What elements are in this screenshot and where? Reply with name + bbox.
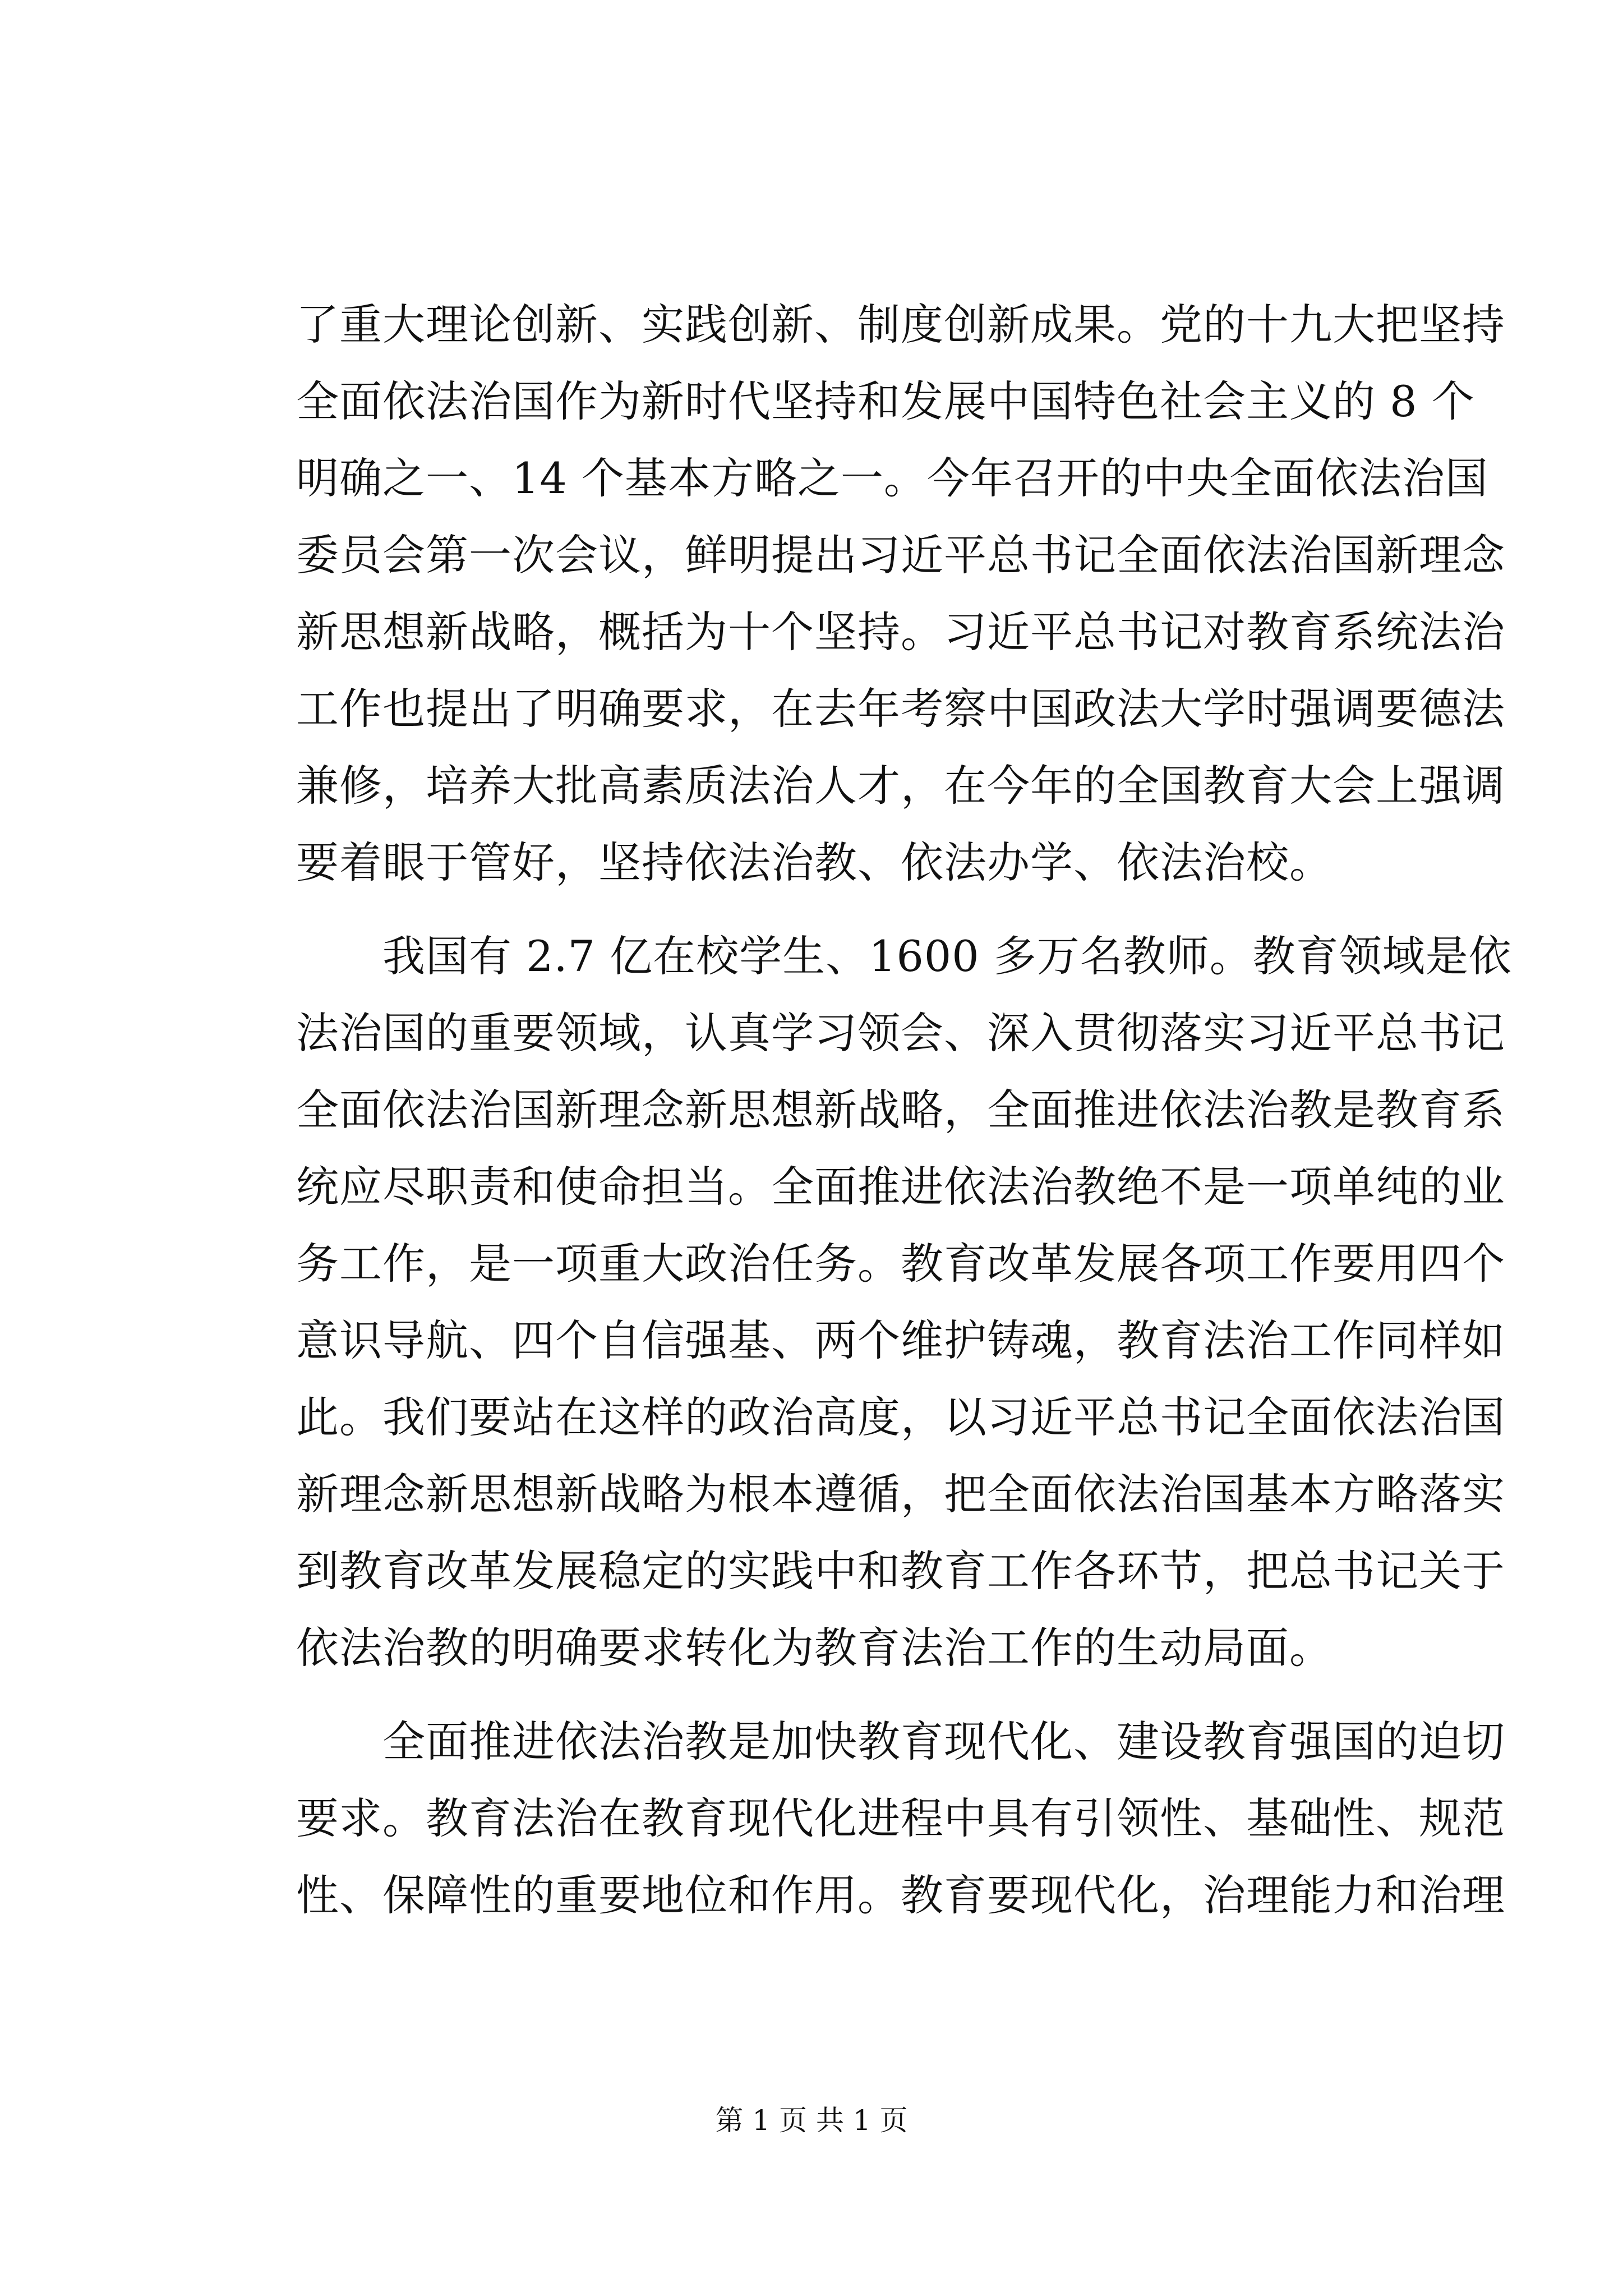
text-line: 全面依法治国作为新时代坚持和发展中国特色社会主义的 8 个 — [296, 376, 1475, 426]
text-line: 要着眼于管好，坚持依法治教、依法办学、依法治校。 — [296, 838, 1332, 887]
text-line: 法治国的重要领域，认真学习领会、深入贯彻落实习近平总书记 — [296, 1008, 1505, 1058]
text-line: 全面依法治国新理念新思想新战略，全面推进依法治教是教育系 — [296, 1085, 1505, 1135]
text-line: 意识导航、四个自信强基、两个维护铸魂，教育法治工作同样如 — [296, 1315, 1505, 1365]
paragraph-3 — [296, 1703, 1505, 1934]
text-line: 统应尽职责和使命担当。全面推进依法治教绝不是一项单纯的业 — [296, 1162, 1505, 1212]
text-line: 到教育改革发展稳定的实践中和教育工作各环节，把总书记关于 — [296, 1546, 1505, 1596]
page-number-label: 第 1 页 共 1 页 — [715, 2104, 908, 2137]
paragraph-2 — [296, 918, 1512, 1686]
text-line: 依法治教的明确要求转化为教育法治工作的生动局面。 — [296, 1623, 1332, 1673]
text-line: 新思想新战略，概括为十个坚持。习近平总书记对教育系统法治 — [296, 607, 1505, 657]
paragraph-gap — [296, 1686, 1339, 1703]
text-line: 工作也提出了明确要求，在去年考察中国政法大学时强调要德法 — [296, 684, 1505, 734]
paragraph-gap — [296, 901, 1339, 918]
text-line: 此。我们要站在这样的政治高度，以习近平总书记全面依法治国 — [296, 1392, 1505, 1442]
text-line: 了重大理论创新、实践创新、制度创新成果。党的十九大把坚持 — [296, 300, 1505, 349]
paragraph-1 — [296, 286, 1505, 901]
text-line: 全面推进依法治教是加快教育现代化、建设教育强国的迫切 — [296, 1717, 1505, 1766]
document-body — [296, 286, 1512, 1934]
text-line: 明确之一、14 个基本方略之一。今年召开的中央全面依法治国 — [296, 453, 1488, 503]
text-line: 委员会第一次会议，鲜明提出习近平总书记全面依法治国新理念 — [296, 530, 1505, 580]
text-line: 兼修，培养大批高素质法治人才，在今年的全国教育大会上强调 — [296, 761, 1505, 811]
text-line: 我国有 2.7 亿在校学生、1600 多万名教师。教育领域是依 — [296, 931, 1512, 981]
text-line: 务工作，是一项重大政治任务。教育改革发展各项工作要用四个 — [296, 1239, 1505, 1289]
text-line: 要求。教育法治在教育现代化进程中具有引领性、基础性、规范 — [296, 1793, 1505, 1843]
page-footer — [0, 2101, 1623, 2140]
text-line: 性、保障性的重要地位和作用。教育要现代化，治理能力和治理 — [296, 1870, 1505, 1920]
text-line: 新理念新思想新战略为根本遵循，把全面依法治国基本方略落实 — [296, 1469, 1505, 1519]
